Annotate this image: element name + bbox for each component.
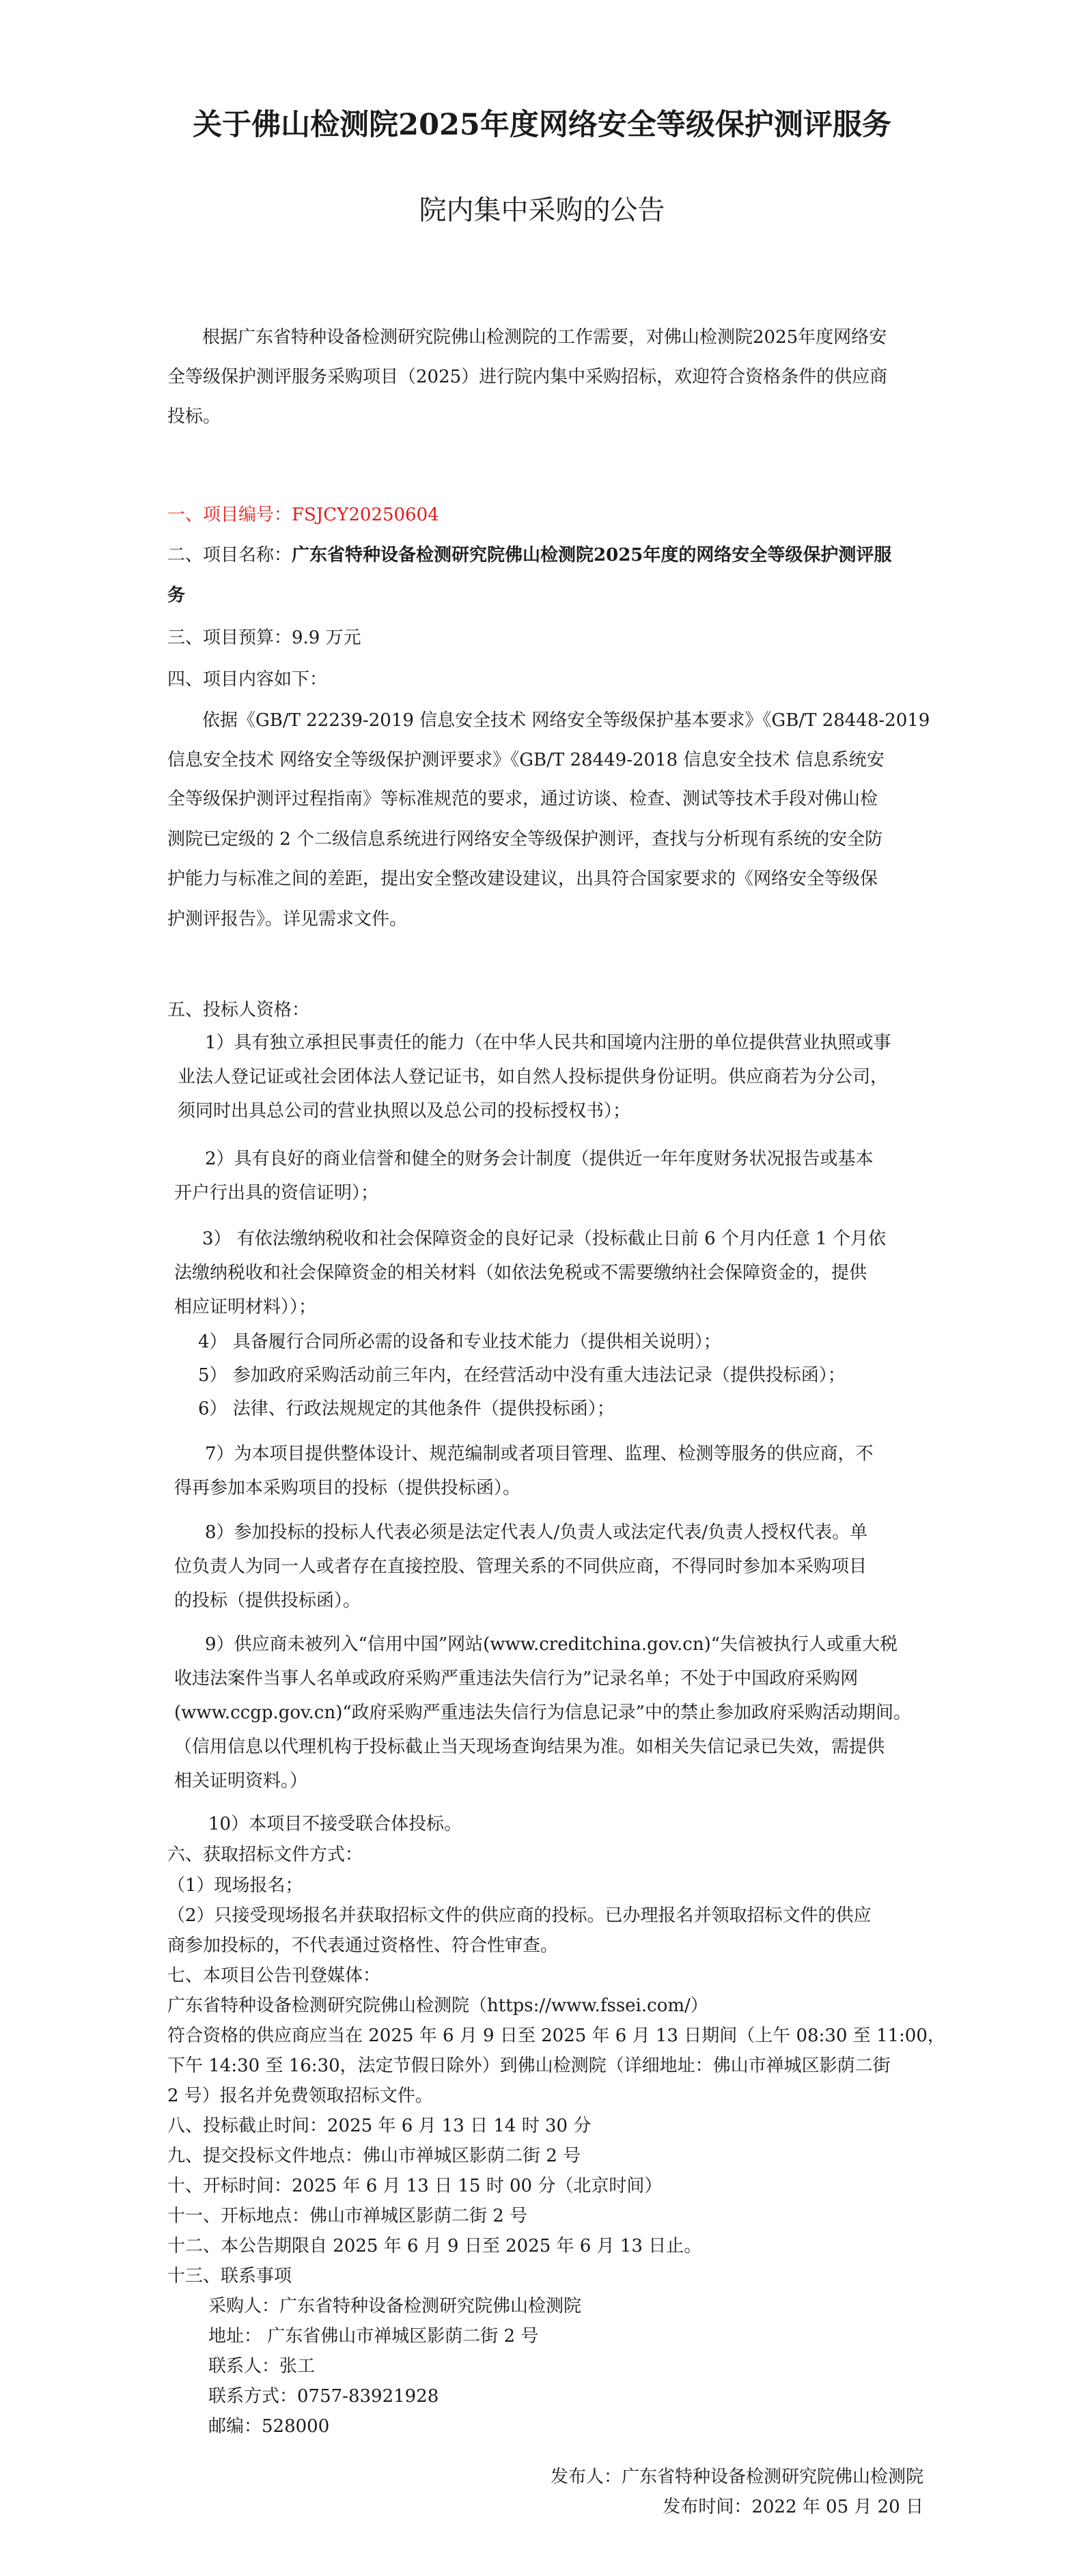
intro-line: 投标。 [167, 406, 221, 427]
intro-line: 全等级保护测评服务采购项目（2025）进行院内集中采购招标，欢迎符合资格条件的供应商 [167, 367, 888, 387]
qualification-item: 收违法案件当事人名单或政府采购严重违法失信行为”记录名单；不处于中国政府采购网 [174, 1668, 859, 1689]
qualification-item: 须同时出具总公司的营业执照以及总公司的投标授权书）； [178, 1101, 631, 1121]
content-line: 依据《GB/T 22239-2019 信息安全技术 网络安全等级保护基本要求》《GB/T 28448-2019 [202, 710, 930, 731]
project-number-value: FSJCY20250604 [292, 505, 439, 525]
content-line: 护测评报告》。详见需求文件。 [167, 909, 408, 929]
section-heading: 十、开标时间：2025 年 6 月 13 日 15 时 00 分（北京时间） [167, 2176, 663, 2196]
content-line: 信息安全技术 网络安全等级保护测评要求》《GB/T 28449-2018 信息安全技术 信息系统安 [167, 750, 885, 770]
project-number [167, 502, 439, 528]
project-budget: 三、项目预算：9.9 万元 [167, 628, 361, 648]
section-heading: 六、获取招标文件方式： [167, 1845, 363, 1865]
text-line: 广东省特种设备检测研究院佛山检测院（https://www.fssei.com/） [167, 1996, 708, 2016]
section-heading: 四、项目内容如下： [167, 669, 328, 690]
text-line: （1）现场报名； [167, 1875, 303, 1896]
content-line: 护能力与标准之间的差距，提出安全整改建设建议，出具符合国家要求的《网络安全等级保 [167, 869, 878, 889]
qualification-item: 得再参加本采购项目的投标（提供投标函）。 [174, 1478, 521, 1498]
qualification-item: 4） 具备履行合同所必需的设备和专业技术能力（提供相关说明）； [198, 1332, 721, 1352]
qualification-item: 开户行出具的资信证明）； [174, 1183, 379, 1203]
qualification-item: 法缴纳税收和社会保障资金的相关材料（如依法免税或不需要缴纳社会保障资金的，提供 [174, 1263, 867, 1283]
qualification-item: 5） 参加政府采购活动前三年内，在经营活动中没有重大违法记录（提供投标函）； [198, 1365, 846, 1386]
qualification-item: 相关证明资料。） [174, 1771, 308, 1791]
qualification-item: 3） 有依法缴纳税收和社会保障资金的良好记录（投标截止日前 6 个月内任意 1 个月依 [202, 1229, 886, 1249]
qualification-item: 8）参加投标的投标人代表必须是法定代表人/负责人或法定代表/负责人授权代表。单 [205, 1522, 868, 1543]
qualification-item: 9）供应商未被列入“信用中国”网站(www.creditchina.gov.cn)“失信被执行人或重大税 [205, 1634, 898, 1655]
text-line: 符合资格的供应商应当在 2025 年 6 月 9 日至 2025 年 6 月 13 日期间（上午 08:30 至 11:00， [167, 2026, 945, 2046]
section-heading: 七、本项目公告刊登媒体： [167, 1965, 381, 1986]
content-line: 测院已定级的 2 个二级信息系统进行网络安全等级保护测评，查找与分析现有系统的安全防 [167, 829, 883, 850]
contact-purchaser: 采购人：广东省特种设备检测研究院佛山检测院 [208, 2296, 582, 2316]
qualification-item: 7）为本项目提供整体设计、规范编制或者项目管理、监理、检测等服务的供应商，不 [205, 1444, 874, 1464]
section-heading: 十一、开标地点：佛山市禅城区影荫二街 2 号 [167, 2206, 528, 2226]
text-line: 2 号）报名并免费领取招标文件。 [167, 2086, 433, 2106]
qualification-item: 1）具有独立承担民事责任的能力（在中华人民共和国境内注册的单位提供营业执照或事 [205, 1033, 891, 1053]
contact-postcode: 邮编：528000 [208, 2416, 330, 2437]
contact-address: 地址： 广东省佛山市禅城区影荫二街 2 号 [208, 2326, 539, 2347]
qualification-item: 位负责人为同一人或者存在直接控股、管理关系的不同供应商，不得同时参加本采购项目 [174, 1556, 867, 1577]
text-line: 商参加投标的，不代表通过资格性、符合性审查。 [167, 1935, 559, 1956]
qualification-item: 10）本项目不接受联合体投标。 [208, 1814, 462, 1834]
section-heading: 八、投标截止时间：2025 年 6 月 13 日 14 时 30 分 [167, 2116, 592, 2136]
project-name-value: 广东省特种设备检测研究院佛山检测院2025年度的网络安全等级保护测评服 [292, 545, 892, 565]
section-heading: 五、投标人资格： [167, 1000, 310, 1020]
project-number-label: 一、项目编号： [167, 505, 292, 525]
qualification-item: （信用信息以代理机构于投标截止当天现场查询结果为准。如相关失信记录已失效，需提供 [174, 1737, 885, 1757]
qualification-item: 的投标（提供投标函）。 [174, 1591, 361, 1611]
qualification-item: 相应证明材料））； [174, 1297, 317, 1317]
publisher: 发布人：广东省特种设备检测研究院佛山检测院 [550, 2467, 923, 2487]
section-heading: 九、提交投标文件地点：佛山市禅城区影荫二街 2 号 [167, 2146, 581, 2166]
contact-phone: 联系方式：0757-83921928 [208, 2386, 439, 2407]
content-line: 全等级保护测评过程指南》等标准规范的要求，通过访谈、检查、测试等技术手段对佛山检 [167, 789, 878, 809]
page-title: 关于佛山检测院2025年度网络安全等级保护测评服务 [193, 108, 891, 142]
qualification-item: 2）具有良好的商业信誉和健全的财务会计制度（提供近一年年度财务状况报告或基本 [205, 1149, 874, 1169]
project-name-label: 二、项目名称： [167, 545, 292, 565]
qualification-item: 6） 法律、行政法规规定的其他条件（提供投标函）； [198, 1399, 615, 1419]
section-heading: 十二、本公告期限自 2025 年 6 月 9 日至 2025 年 6 月 13 日止。 [167, 2236, 702, 2256]
publish-date: 发布时间：2022 年 05 月 20 日 [663, 2497, 923, 2517]
project-name [167, 542, 891, 568]
text-line: 下午 14:30 至 16:30，法定节假日除外）到佛山检测院（详细地址：佛山市禅城区影荫二街 [167, 2056, 891, 2076]
section-heading: 十三、联系事项 [167, 2266, 292, 2286]
text-line: （2）只接受现场报名并获取招标文件的供应商的投标。已办理报名并领取招标文件的供应 [167, 1905, 872, 1926]
qualification-item: 业法人登记证或社会团体法人登记证书，如自然人投标提供身份证明。供应商若为分公司， [178, 1067, 889, 1087]
qualification-item: (www.ccgp.gov.cn)“政府采购严重违法失信行为信息记录”中的禁止参加政府采购活动期间。 [174, 1703, 911, 1723]
page-subtitle: 院内集中采购的公告 [419, 195, 665, 226]
intro-line: 根据广东省特种设备检测研究院佛山检测院的工作需要，对佛山检测院2025年度网络安 [202, 327, 887, 348]
contact-person: 联系人：张工 [208, 2356, 316, 2377]
project-name-cont: 务 [167, 585, 186, 606]
